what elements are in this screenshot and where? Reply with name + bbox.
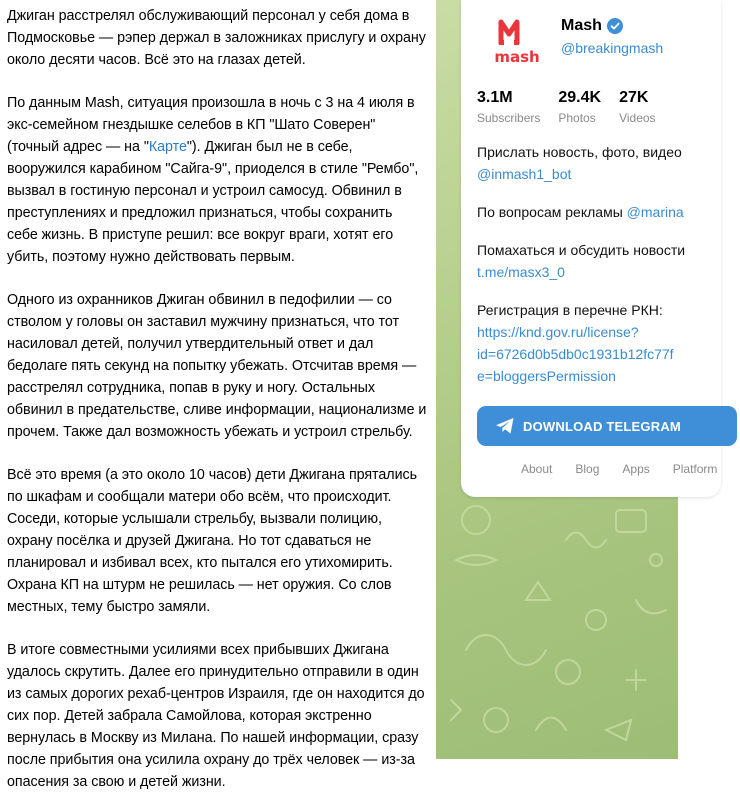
paragraph-5: В итоге совместными усилиями всех прибывших Джигана удалось скрутить. Далее его принудительно отправили в один из самых дорогих рехаб-центров Израиля, где он находится до сих пор. Детей забрала Самойлова, которая экстренно вернулась в Москву из Милана. По нашей информации, сразу после прибытия она усилила охрану до трёх человек — из-за опасения за свою и детей жизни. [7,642,425,790]
channel-handle[interactable]: @breakingmash [561,40,664,56]
footer-links [521,462,740,476]
rkn-license-link[interactable]: https://knd.gov.ru/license? id=6726d0b5db0c1931b12fc77f e=bloggersPermission [477,324,674,384]
paragraph-3: Одного из охранников Джиган обвинил в педофилии — со стволом у головы он заставил мужчину признаться, что тот насиловал детей, получил утвердительный ответ и дал бедолаге пять секунд на попытку убежать. Отсчитав время — расстрелял сотрудника, попав в руку и ногу. Остальных обвинил в предательстве, сливе информации, национализме и прочем. Также дал возможность убежать и устроил стрельбу. [7,292,427,440]
map-link[interactable]: Карте [148,139,187,155]
paragraph-1: Джиган расстрелял обслуживающий персонал у себя дома в Подмосковье — рэпер держал в заложниках прислугу и охрану около десяти часов. Всё это на глазах детей. [7,8,426,68]
logo-wordmark: mash [494,48,540,66]
mash-logo [487,10,547,70]
footer-link-platform[interactable]: Platform [672,462,718,476]
channel-description: Прислать новость, фото, видео @inmash1_bot По вопросам рекламы @marina Помахаться и обсудить новости t.me/masx3_0 Регистрация в перечне РКН: https://knd.gov.ru/license? id=6726d0b5db0c1931b12fc77f e=bloggersPermission [477,144,686,384]
footer-link-apps[interactable]: Apps [622,462,650,476]
ads-contact-link[interactable]: @marina [626,204,684,220]
download-telegram-button[interactable]: DOWNLOAD TELEGRAM [477,406,737,446]
telegram-plane-icon [495,417,515,435]
footer-link-blog[interactable]: Blog [575,462,600,476]
paragraph-2: По данным Mash, ситуация произошла в ночь с 3 на 4 июля в экс-семейном гнездышке селебов в КП "Шато Соверен" (точный адрес — на "Карте"). Джиган был не в себе, вооружился карабином "Сайга-9", приоделся в стиле "Рембо", вызвал в гостиную персонал и устроил самосуд. Обвинил в преступлениях и предложил признаться, чтобы сохранить себе жизнь. В приступе решил: все вокруг враги, хотят его убить, поэтому нужно действовать первым. [7,95,419,265]
mash-logo-icon [487,10,547,70]
channel-stats [477,88,674,126]
verified-badge-icon [607,18,623,34]
stat-videos: 27K Videos [619,89,656,125]
channel-card [461,0,721,497]
chat-link[interactable]: t.me/masx3_0 [477,264,565,280]
stat-photos: 29.4K Photos [558,89,602,125]
footer-link-about[interactable]: About [521,462,553,476]
stat-subscribers: 3.1M Subscribers [477,89,541,125]
channel-name: Mash [561,17,623,35]
bot-link[interactable]: @inmash1_bot [477,166,572,182]
paragraph-4: Всё это время (а это около 10 часов) дети Джигана прятались по шкафам и сообщали матери обо всём, что происходит. Соседи, которые услышали стрельбу, вызвали полицию, охрану посёлка и друзей Джигана. Но тот сдаваться не планировал и избивал всех, кто пытался его утихомирить. Охрана КП на штурм не решилась — нет оружия. Со слов местных, тему быстро замяли. [7,467,418,615]
